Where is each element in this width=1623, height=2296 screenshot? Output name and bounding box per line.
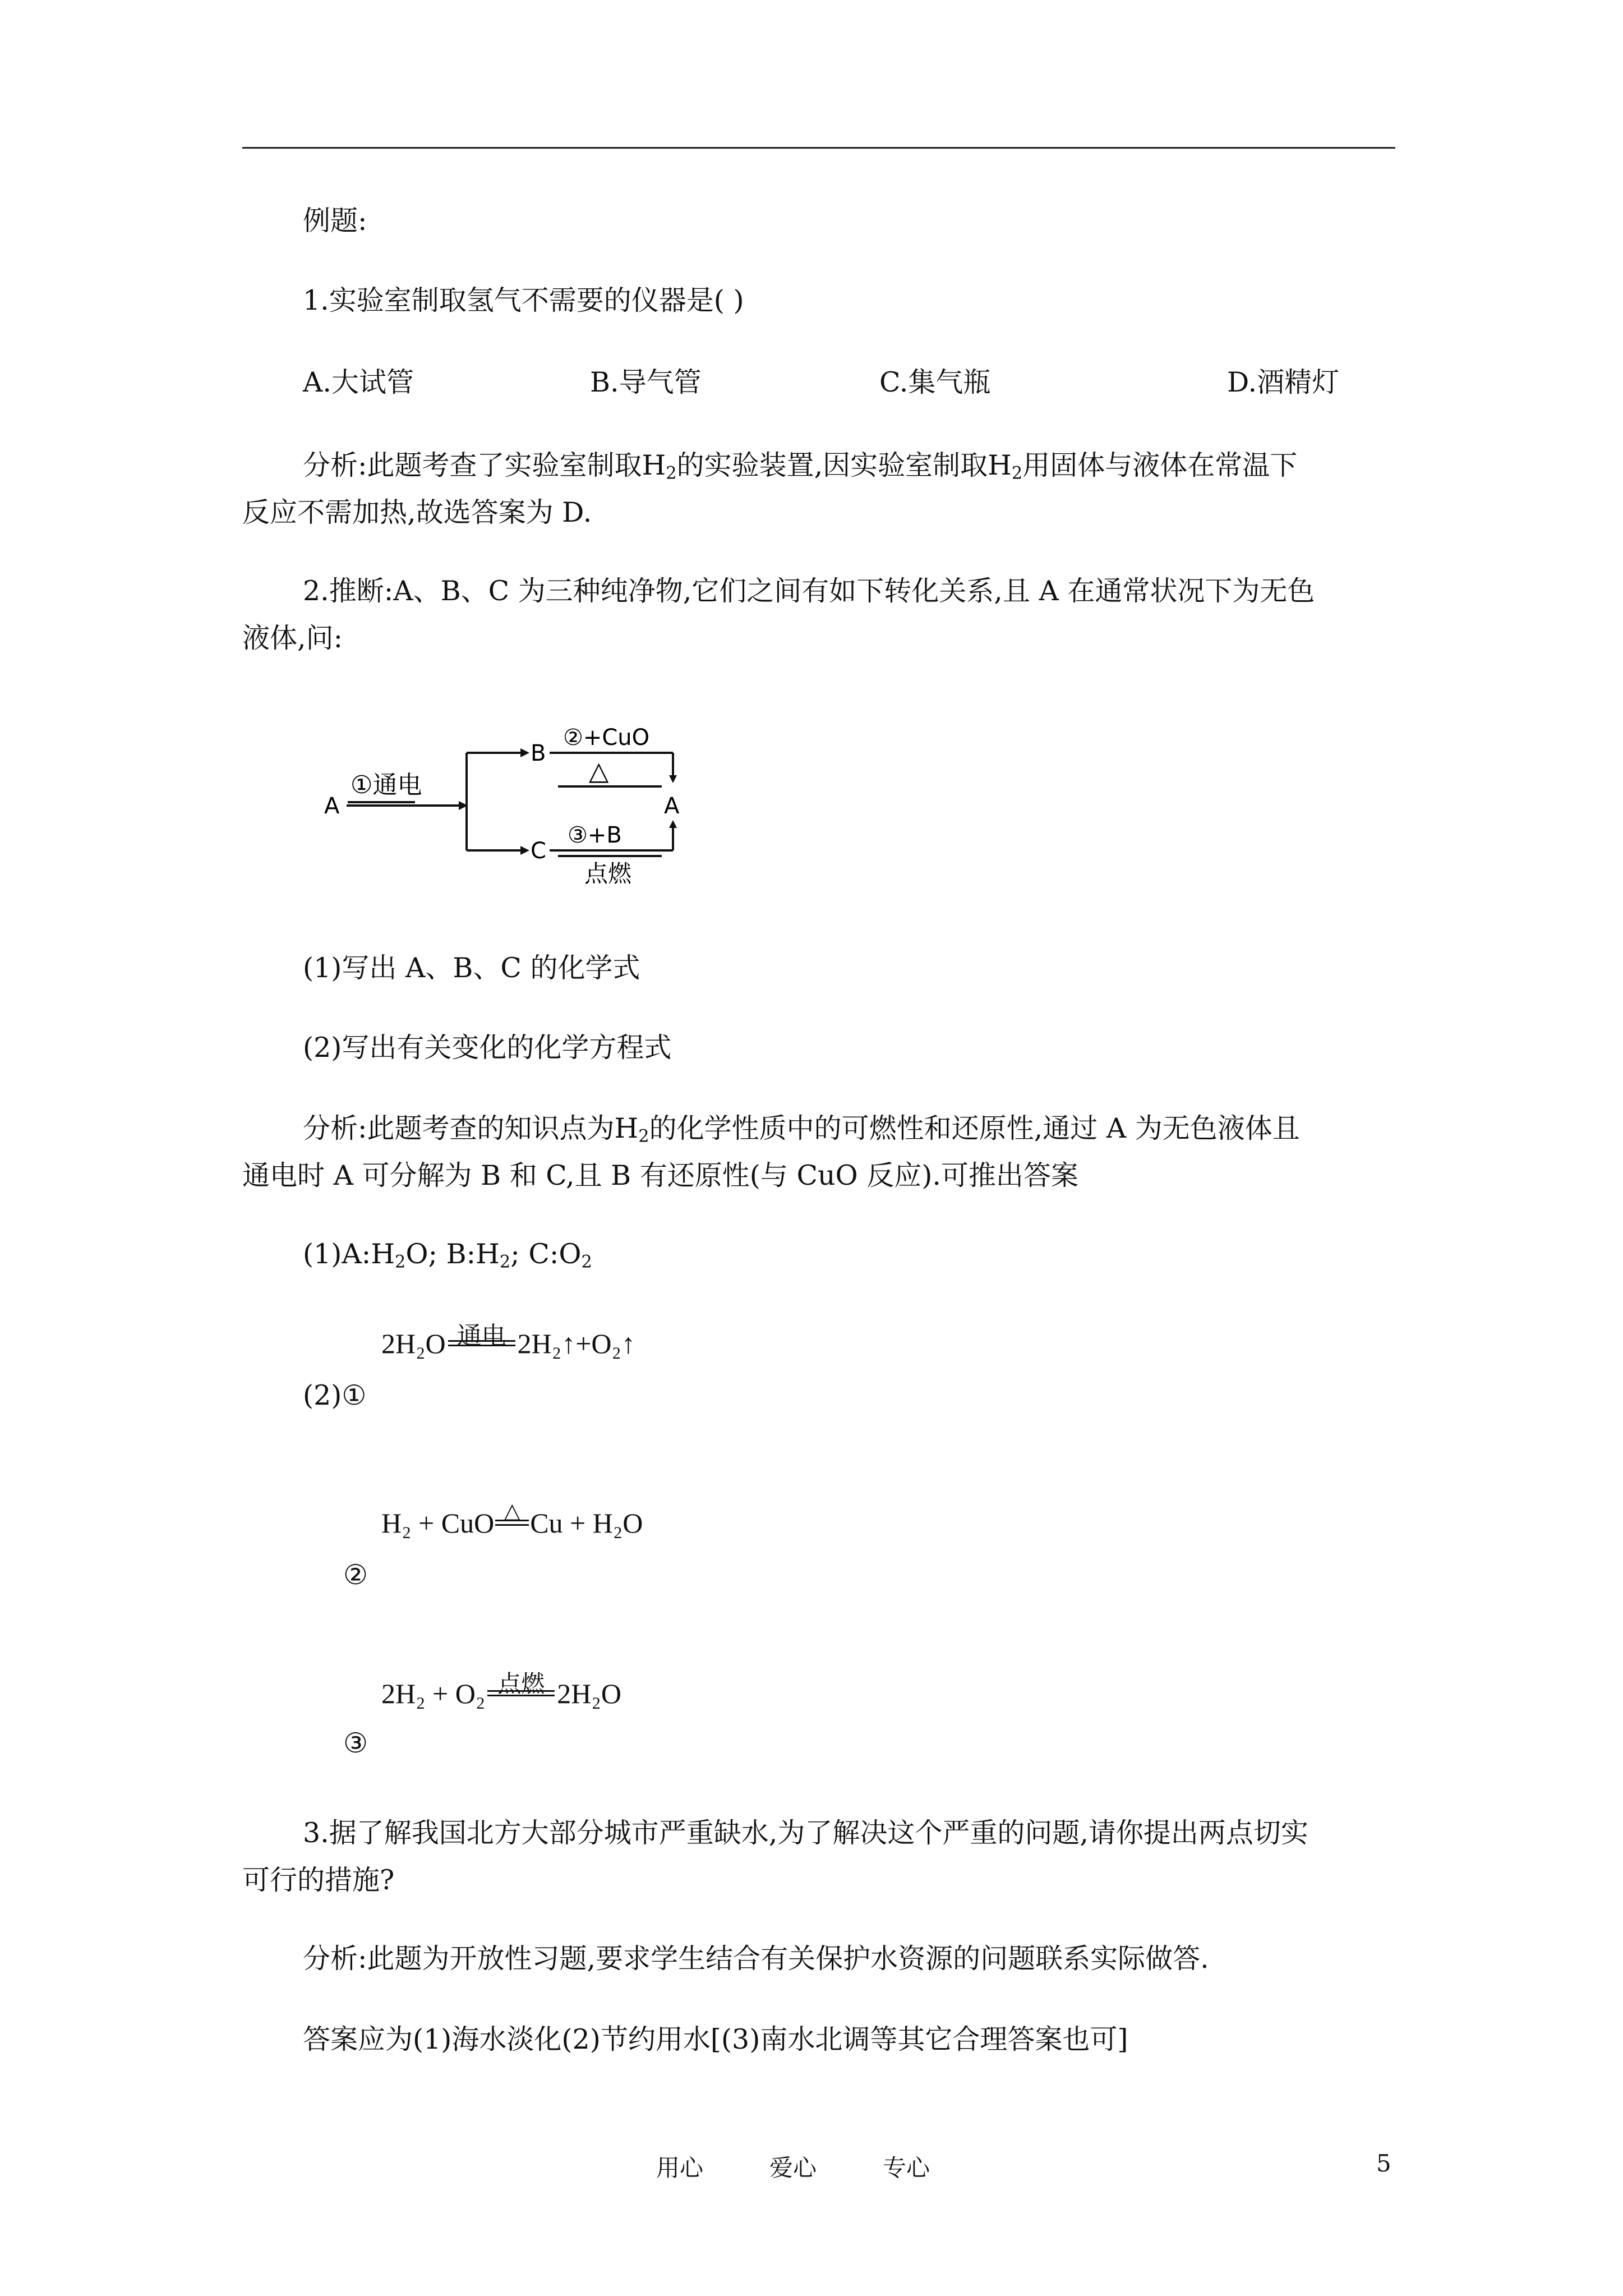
node-a-out: A [664, 793, 680, 819]
q2-mark2: ② [343, 1559, 368, 1591]
q2-answer1: $(1)A:H_2O$; $B:H_2$; $C:O_2$ [303, 1238, 592, 1272]
eq1-condition: 通电 [448, 1340, 515, 1353]
q1-option-d: D.酒精灯 [1227, 366, 1340, 398]
header-rule [242, 147, 1395, 149]
step3-label: ③+B [568, 822, 622, 848]
reaction-flow-diagram [314, 701, 740, 898]
example-heading: 例题: [303, 205, 367, 237]
node-c: C [531, 838, 546, 864]
arrowhead-b-down [669, 775, 677, 783]
step3-condition: 点燃 [584, 860, 632, 887]
equation-3: 2H₂ + O₂ 点燃 2H₂O [381, 1670, 621, 1709]
equation-2: H₂ + CuO △ Cu + H₂O [381, 1499, 643, 1539]
q2-analysis-line2: 通电时 A 可分解为 B 和 C,且 B 有还原性(与 CuO 反应).可推出答案 [242, 1159, 1078, 1191]
footer-slogan-1: 用心 [656, 2154, 704, 2182]
q1-analysis-line2: 反应不需加热,故选答案为 D. [242, 496, 592, 528]
q2-analysis-line1: 分析:此题考查的知识点为$H_2$的化学性质中的可燃性和还原性,通过 A 为无色液体且 [303, 1112, 1300, 1147]
q1-option-a: A.大试管 [303, 366, 414, 398]
eq2-condition: △ [495, 1520, 529, 1533]
node-b: B [531, 740, 546, 766]
q2-answer2-prefix: (2)① [303, 1379, 367, 1411]
step1-label: ①通电 [351, 771, 422, 799]
arrowhead-c-up [669, 820, 677, 828]
q2-stem-line2: 液体,问: [242, 622, 343, 654]
arrowhead-b [520, 748, 529, 757]
footer-slogan-2: 爱心 [769, 2154, 817, 2182]
q1-stem: 1.实验室制取氢气不需要的仪器是( ) [303, 284, 744, 316]
node-a: A [324, 793, 340, 819]
q1-analysis-line1: 分析:此题考查了实验室制取$H_2$的实验装置,因实验室制取$H_2$用固体与液体在常温下 [303, 449, 1298, 484]
page-number: 5 [1376, 2150, 1391, 2177]
q3-stem-line2: 可行的措施? [242, 1864, 395, 1896]
q3-stem-line1: 3.据了解我国北方大部分城市严重缺水,为了解决这个严重的问题,请你提出两点切实 [303, 1817, 1308, 1849]
q2-stem-line1: 2.推断:A、B、C 为三种纯净物,它们之间有如下转化关系,且 A 在通常状况下为无色 [303, 575, 1315, 607]
q2-mark3: ③ [343, 1727, 368, 1759]
step2-condition: △ [589, 756, 609, 786]
q3-analysis: 分析:此题为开放性习题,要求学生结合有关保护水资源的问题联系实际做答. [303, 1943, 1209, 1975]
q2-sub2: (2)写出有关变化的化学方程式 [303, 1032, 672, 1064]
equation-1: 2H₂O 通电 2H₂↑+O₂↑ [381, 1322, 635, 1359]
q2-sub1: (1)写出 A、B、C 的化学式 [303, 952, 640, 984]
step2-label: ②+CuO [563, 725, 650, 751]
eq3-condition: 点燃 [487, 1690, 555, 1703]
q3-answer: 答案应为(1)海水淡化(2)节约用水[(3)南水北调等其它合理答案也可] [303, 2023, 1128, 2055]
footer-slogan-3: 专心 [883, 2154, 930, 2182]
arrowhead-c [520, 846, 529, 855]
q1-option-b: B.导气管 [590, 366, 702, 398]
q1-option-c: C.集气瓶 [879, 366, 991, 398]
